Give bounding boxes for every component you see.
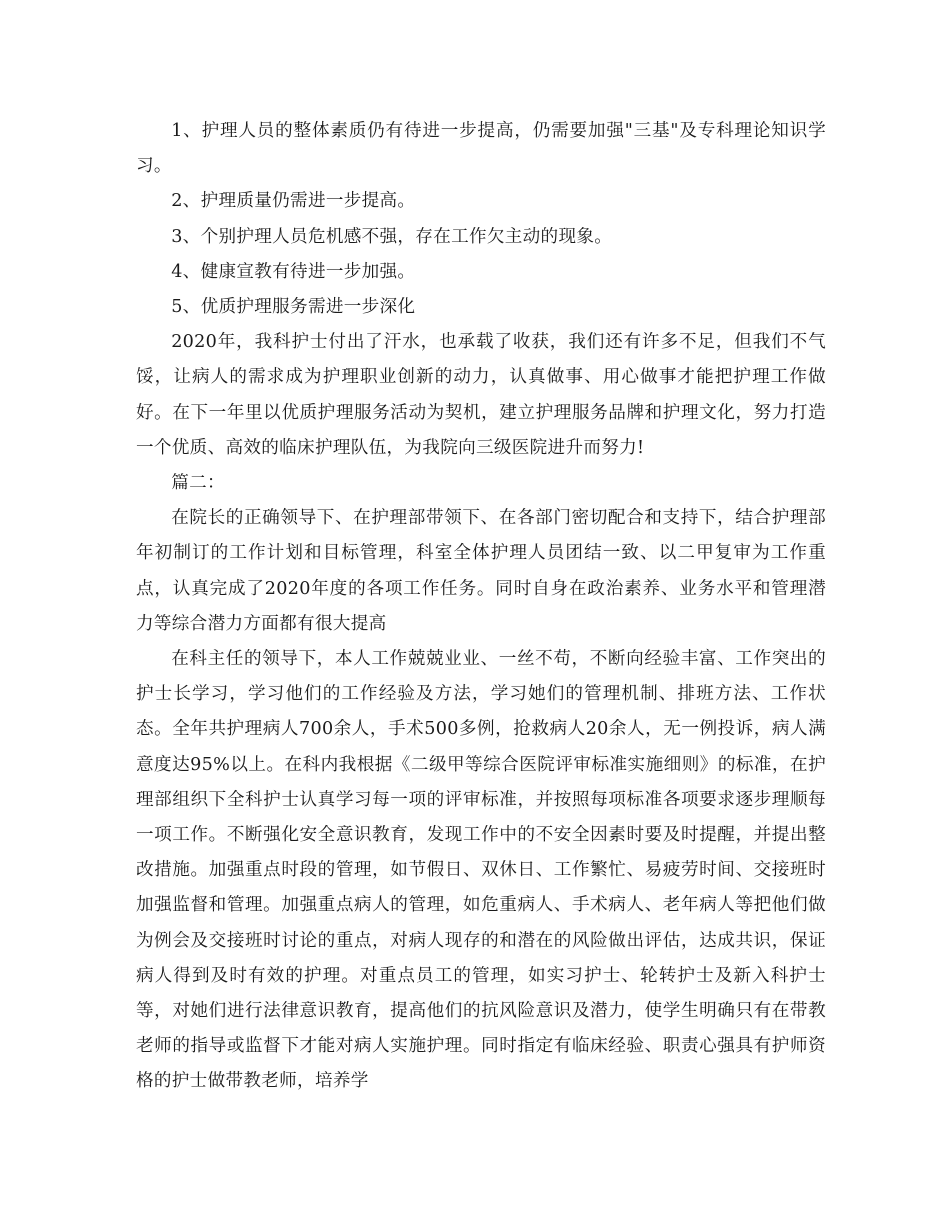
paragraph-item-4: 4、健康宣教有待进一步加强。 [171,261,416,282]
paragraph-item-3: 3、个别护理人员危机感不强，存在工作欠主动的现象。 [171,226,613,247]
document-body [136,114,826,1100]
paragraph-item-5: 5、优质护理服务需进一步深化 [171,297,416,318]
paragraph-intro: 在院长的正确领导下、在护理部带领下、在各部门密切配合和支持下，结合护理部年初制订的工作计划和目标管理，科室全体护理人员团结一致、以二甲复审为工作重点，认真完成了2020年度的各项工作任务。同时自身在政治素养、业务水平和管理潜力等综合潜力方面都有很大提高 [136,508,826,634]
paragraph-item-2: 2、护理质量仍需进一步提高。 [171,191,416,212]
paragraph-body: 在科主任的领导下，本人工作兢兢业业、一丝不苟，不断向经验丰富、工作突出的护士长学习，学习他们的工作经验及方法，学习她们的管理机制、排班方法、工作状态。全年共护理病人700余人，手术500多例，抢救病人20余人，无一例投诉，病人满意度达95%以上。在科内我根据《二级甲等综合医院评审标准实施细则》的标准，在护理部组织下全科护士认真学习每一项的评审标准，并按照每项标准各项要求逐步理顺每一项工作。不断强化安全意识教育，发现工作中的不安全因素时要及时提醒，并提出整改措施。加强重点时段的管理，如节假日、双休日、工作繁忙、易疲劳时间、交接班时加强监督和管理。加强重点病人的管理，如危重病人、手术病人、老年病人等把他们做为例会及交接班时讨论的重点，对病人现存的和潜在的风险做出评估，达成共识，保证病人得到及时有效的护理。对重点员工的管理，如实习护士、轮转护士及新入科护士等，对她们进行法律意识教育，提高他们的抗风险意识及潜力，使学生明确只有在带教老师的指导或监督下才能对病人实施护理。同时指定有临床经验、职责心强具有护师资格的护士做带教老师，培养学 [136,649,826,1092]
paragraph-summary: 2020年，我科护士付出了汗水，也承载了收获，我们还有许多不足，但我们不气馁，让病人的需求成为护理职业创新的动力，认真做事、用心做事才能把护理工作做好。在下一年里以优质护理服务活动为契机，建立护理服务品牌和护理文化，努力打造一个优质、高效的临床护理队伍，为我院向三级医院进升而努力! [136,332,826,458]
paragraph-item-1: 1、护理人员的整体素质仍有待进一步提高，仍需要加强"三基"及专科理论知识学习。 [136,121,826,177]
section-heading: 篇二： [171,473,225,494]
